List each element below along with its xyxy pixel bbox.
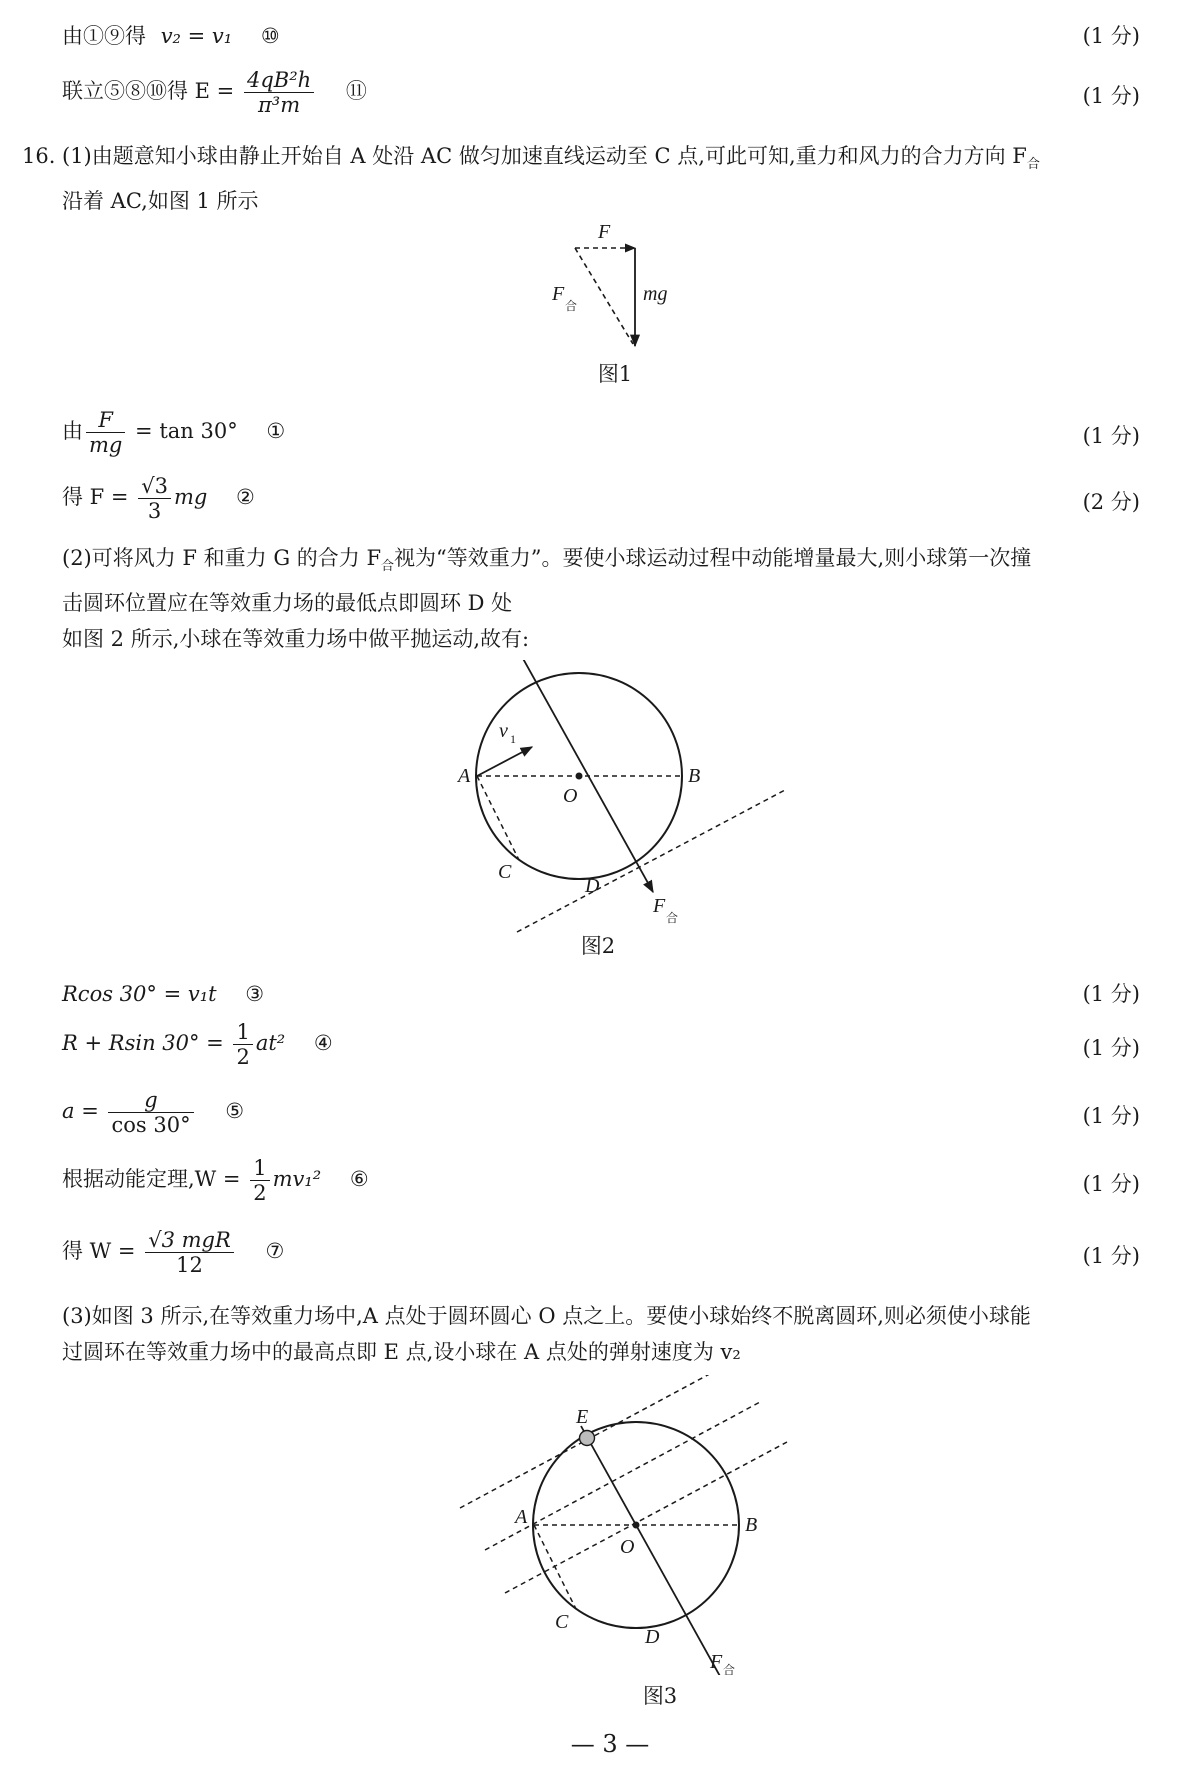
equation-line-1	[62, 408, 1170, 457]
label-O: O	[620, 1536, 635, 1558]
eq-text: 得 W =	[62, 1239, 136, 1263]
eq-text: R + Rsin 30° =	[62, 1031, 224, 1055]
score: (2 分)	[1082, 490, 1140, 514]
equation-marker: ⑦	[265, 1239, 285, 1263]
numerator: F	[86, 408, 125, 433]
center-point-O	[576, 773, 583, 780]
eq-text: 根据动能定理,W =	[62, 1167, 241, 1191]
fraction	[108, 1088, 193, 1137]
figure-1	[540, 218, 680, 353]
label-D: D	[585, 875, 600, 897]
numerator: √3	[138, 474, 171, 499]
equation-line-2	[62, 474, 1170, 523]
equation-line-10	[62, 22, 1170, 50]
fraction	[233, 1020, 252, 1069]
label-F-subscript: 合	[666, 911, 679, 925]
label-O: O	[563, 785, 578, 807]
equation-marker: ⑤	[225, 1099, 245, 1123]
equation-marker: ④	[313, 1031, 333, 1055]
center-point-O	[633, 1522, 640, 1529]
denominator: 12	[176, 1253, 203, 1277]
part1-text: (1)由题意知小球由静止开始自 A 处沿 AC 做匀加速直线运动至 C 点,可此可知,重力和风力的合力方向 F	[62, 144, 1027, 168]
numerator: 1	[233, 1020, 252, 1045]
score: (1 分)	[1082, 1104, 1140, 1128]
line-AC	[477, 776, 519, 860]
figure-3	[455, 1375, 795, 1675]
part3-text: (3)如图 3 所示,在等效重力场中,A 点处于圆环圆心 O 点之上。要使小球始终不脱离圆环,则必须使小球能	[62, 1304, 1031, 1328]
score: (1 分)	[1082, 1036, 1140, 1060]
numerator: √3 mgR	[145, 1228, 234, 1253]
figure-3-caption: 图3	[642, 1684, 678, 1708]
label-F: F	[710, 1651, 723, 1673]
label-F: F	[653, 895, 666, 917]
label-A: A	[515, 1506, 528, 1528]
equation-marker: ⑥	[349, 1167, 369, 1191]
denominator: 3	[147, 499, 162, 523]
equation-marker: ⑩	[260, 24, 280, 48]
equation-marker: ⑪	[345, 79, 367, 103]
label-B: B	[745, 1514, 758, 1536]
ball-at-E	[580, 1431, 595, 1446]
tangent-line	[517, 790, 785, 932]
paragraph-part3	[62, 1298, 1172, 1370]
velocity-v1-arrow	[477, 747, 532, 776]
denominator: cos 30°	[111, 1113, 191, 1137]
numerator: 1	[250, 1156, 269, 1181]
equation-line-5	[62, 1088, 1170, 1137]
figure-2	[450, 660, 790, 940]
score: (1 分)	[1082, 982, 1140, 1006]
line-prefix: 由①⑨得	[62, 24, 146, 48]
equation-marker: ③	[245, 982, 265, 1006]
paragraph-part2	[62, 540, 1172, 657]
label-v1-subscript: 1	[510, 732, 516, 746]
fraction	[244, 68, 314, 117]
equation-line-4	[62, 1020, 1170, 1069]
label-D: D	[645, 1626, 660, 1648]
label-v1: v	[499, 720, 508, 742]
numerator: 4qB²h	[244, 68, 314, 93]
part3-text-2: 过圆环在等效重力场中的最高点即 E 点,设小球在 A 点处的弹射速度为 v₂	[62, 1340, 741, 1364]
label-A: A	[458, 765, 471, 787]
part2-text-2: 击圆环位置应在等效重力场的最低点即圆环 D 处	[62, 591, 513, 616]
fraction	[138, 474, 171, 523]
label-F-subscript: 合	[723, 1663, 736, 1675]
label-E: E	[576, 1406, 589, 1428]
eq-prefix: 由	[62, 419, 83, 443]
subscript: 合	[381, 559, 395, 575]
eq-prefix: 得 F =	[62, 485, 129, 509]
figure-2-caption: 图2	[580, 934, 616, 958]
numerator: g	[108, 1088, 193, 1113]
score: (1 分)	[1082, 424, 1140, 448]
score: (1 分)	[1082, 1172, 1140, 1196]
denominator: π³m	[257, 93, 301, 117]
denominator: 2	[236, 1045, 250, 1069]
denominator: 2	[253, 1181, 267, 1205]
fraction	[86, 408, 125, 457]
eq-rest: = tan 30°	[135, 419, 238, 443]
eq-rest: mg	[173, 485, 208, 509]
subscript: 合	[1026, 157, 1040, 173]
equation-marker: ②	[236, 485, 255, 509]
label-C: C	[498, 861, 512, 883]
label-B: B	[688, 765, 701, 787]
eq-text: a =	[62, 1099, 99, 1123]
label-mg: mg	[643, 283, 668, 305]
part1-text-cont: 沿着 AC,如图 1 所示	[62, 189, 259, 214]
figure-1-caption: 图1	[597, 362, 633, 386]
label-subscript: 合	[565, 299, 578, 313]
resultant-force-line	[575, 248, 633, 344]
question-number: 16.	[22, 144, 56, 168]
equation-line-7	[62, 1228, 1170, 1277]
part2-text-b: 视为“等效重力”。要使小球运动过程中动能增量最大,则小球第一次撞	[394, 546, 1032, 570]
part2-text: (2)可将风力 F 和重力 G 的合力 F	[62, 546, 382, 570]
fraction	[145, 1228, 234, 1277]
label-F: F	[598, 221, 611, 243]
label-F-resultant: F	[552, 283, 565, 305]
eq-rest: at²	[255, 1031, 286, 1055]
page-number: — 3 —	[570, 1730, 650, 1758]
part2-text-3: 如图 2 所示,小球在等效重力场中做平抛运动,故有:	[62, 627, 530, 652]
equation-line-11	[62, 68, 1170, 117]
equation-marker: ①	[266, 419, 286, 443]
score: (1 分)	[1082, 1244, 1140, 1268]
line-prefix: 联立⑤⑧⑩得 E =	[62, 79, 235, 103]
score: (1 分)	[1082, 84, 1140, 108]
equation-line-6	[62, 1156, 1170, 1205]
eq-rest: mv₁²	[272, 1167, 322, 1191]
label-C: C	[555, 1611, 569, 1633]
score: (1 分)	[1082, 24, 1140, 48]
fraction	[250, 1156, 269, 1205]
paragraph-part1	[62, 138, 1172, 219]
equation: v₂ = v₁	[160, 24, 233, 48]
denominator: mg	[89, 433, 123, 457]
equation-line-3	[62, 980, 1170, 1008]
eq-text: Rcos 30° = v₁t	[62, 982, 217, 1006]
